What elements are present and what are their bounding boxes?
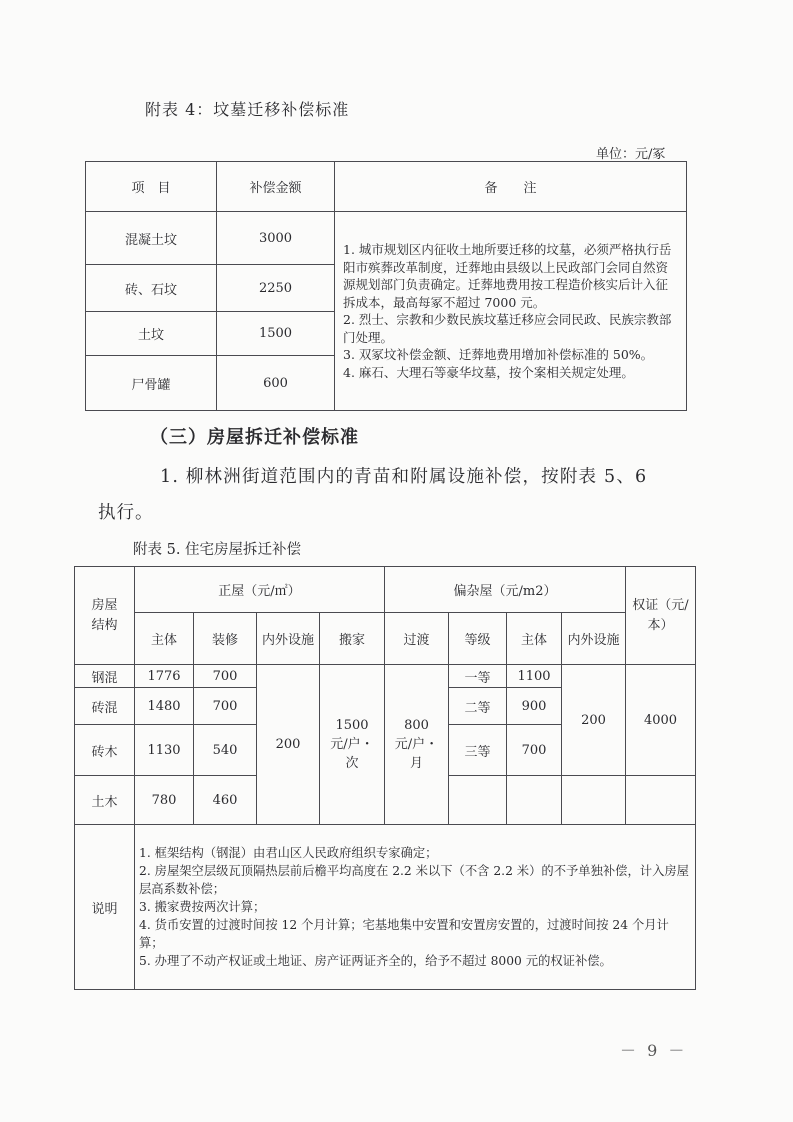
notes-row xyxy=(75,825,696,990)
header-side-body: 主体 xyxy=(507,613,562,665)
side-body-cell: 700 xyxy=(507,725,562,776)
empty-cell xyxy=(449,776,507,825)
note-item: 1. 框架结构（钢混）由君山区人民政府组织专家确定； xyxy=(139,846,438,860)
note-item: 2. 房屋架空层级瓦顶隔热层前后檐平均高度在 2.2 米以下（不含 2.2 米）的不予单独补偿，计入房屋层高系数补偿； xyxy=(139,864,689,896)
grade-cell: 二等 xyxy=(449,688,507,725)
item-cell: 砖、石坟 xyxy=(86,265,217,312)
remarks-cell xyxy=(335,212,687,411)
note-item: 5. 办理了不动产权证或土地证、房产证两证齐全的，给予不超过 8000 元的权证补偿。 xyxy=(139,954,612,968)
amount-cell: 600 xyxy=(217,356,335,411)
remark-item: 2. 烈士、宗教和少数民族坟墓迁移应会同民政、民族宗教部门处理。 xyxy=(343,312,672,345)
header-main-facilities: 内外设施 xyxy=(257,613,320,665)
header-main-body: 主体 xyxy=(135,613,194,665)
amount-cell: 1500 xyxy=(217,312,335,356)
note-item: 4. 货币安置的过渡时间按 12 个月计算；宅基地集中安置和安置房安置的，过渡时间按 24 个月计算； xyxy=(139,918,669,950)
header-structure: 房屋结构 xyxy=(75,567,135,665)
side-body-cell: 1100 xyxy=(507,665,562,688)
item-cell: 土坟 xyxy=(86,312,217,356)
notes-cell xyxy=(135,825,696,990)
remark-item: 4. 麻石、大理石等豪华坟墓，按个案相关规定处理。 xyxy=(343,364,634,380)
header-certificate: 权证（元/本） xyxy=(626,567,696,665)
paragraph-line: 1. 柳林洲街道范围内的青苗和附属设施补偿，按附表 5、6 xyxy=(160,467,648,487)
structure-cell: 土木 xyxy=(75,776,135,825)
grade-cell: 一等 xyxy=(449,665,507,688)
moving-cell: 1500 元/户・次 xyxy=(320,665,385,825)
page-number: － 9 － xyxy=(620,1041,688,1060)
housing-compensation-table xyxy=(74,566,696,990)
body-cell: 1130 xyxy=(135,725,194,776)
decoration-cell: 700 xyxy=(194,688,257,725)
body-cell: 780 xyxy=(135,776,194,825)
header-amount: 补偿金额 xyxy=(217,162,335,212)
table4-title: 附表 4：坟墓迁移补偿标准 xyxy=(145,100,350,119)
amount-cell: 3000 xyxy=(217,212,335,265)
header-side-house: 偏杂屋（元/m2） xyxy=(385,567,626,613)
empty-cell xyxy=(507,776,562,825)
header-grade: 等级 xyxy=(449,613,507,665)
side-body-cell: 900 xyxy=(507,688,562,725)
table-row xyxy=(86,212,687,265)
remark-item: 1. 城市规划区内征收土地所要迁移的坟墓，必须严格执行岳阳市殡葬改革制度，迁葬地由县级以上民政部门会同自然资源规划部门负责确定。迁葬地费用按工程造价核实后计入征拆成本，最高每冢不超过 7000 元。 xyxy=(343,242,672,310)
item-cell: 尸骨罐 xyxy=(86,356,217,411)
amount-cell: 2250 xyxy=(217,265,335,312)
structure-cell: 砖混 xyxy=(75,688,135,725)
decoration-cell: 700 xyxy=(194,665,257,688)
empty-cell xyxy=(626,776,696,825)
table-subheader-row xyxy=(75,613,696,665)
header-remarks: 备 注 xyxy=(335,162,687,212)
table-header-row xyxy=(75,567,696,613)
transition-cell: 800 元/户・月 xyxy=(385,665,449,825)
body-cell: 1776 xyxy=(135,665,194,688)
item-cell: 混凝土坟 xyxy=(86,212,217,265)
certificate-cell: 4000 xyxy=(626,665,696,776)
header-main-house: 正屋（元/㎡） xyxy=(135,567,385,613)
notes-label: 说明 xyxy=(75,825,135,990)
decoration-cell: 460 xyxy=(194,776,257,825)
table-row xyxy=(75,665,696,688)
table5-title: 附表 5. 住宅房屋拆迁补偿 xyxy=(133,542,302,558)
table4-unit: 单位：元/冢 xyxy=(596,147,666,162)
structure-cell: 钢混 xyxy=(75,665,135,688)
table-header-row xyxy=(86,162,687,212)
header-side-facilities: 内外设施 xyxy=(562,613,626,665)
side-facilities-cell: 200 xyxy=(562,665,626,776)
section-heading: （三）房屋拆迁补偿标准 xyxy=(150,427,359,448)
header-moving: 搬家 xyxy=(320,613,385,665)
header-transition: 过渡 xyxy=(385,613,449,665)
body-cell: 1480 xyxy=(135,688,194,725)
grade-cell: 三等 xyxy=(449,725,507,776)
main-facilities-cell: 200 xyxy=(257,665,320,825)
structure-cell: 砖木 xyxy=(75,725,135,776)
decoration-cell: 540 xyxy=(194,725,257,776)
header-item: 项 目 xyxy=(86,162,217,212)
note-item: 3. 搬家费按两次计算； xyxy=(139,900,266,914)
paragraph-line: 执行。 xyxy=(98,503,154,523)
remark-item: 3. 双冢坟补偿金额、迁葬地费用增加补偿标准的 50%。 xyxy=(343,347,654,362)
grave-relocation-table xyxy=(85,161,687,411)
empty-cell xyxy=(562,776,626,825)
header-main-decoration: 装修 xyxy=(194,613,257,665)
